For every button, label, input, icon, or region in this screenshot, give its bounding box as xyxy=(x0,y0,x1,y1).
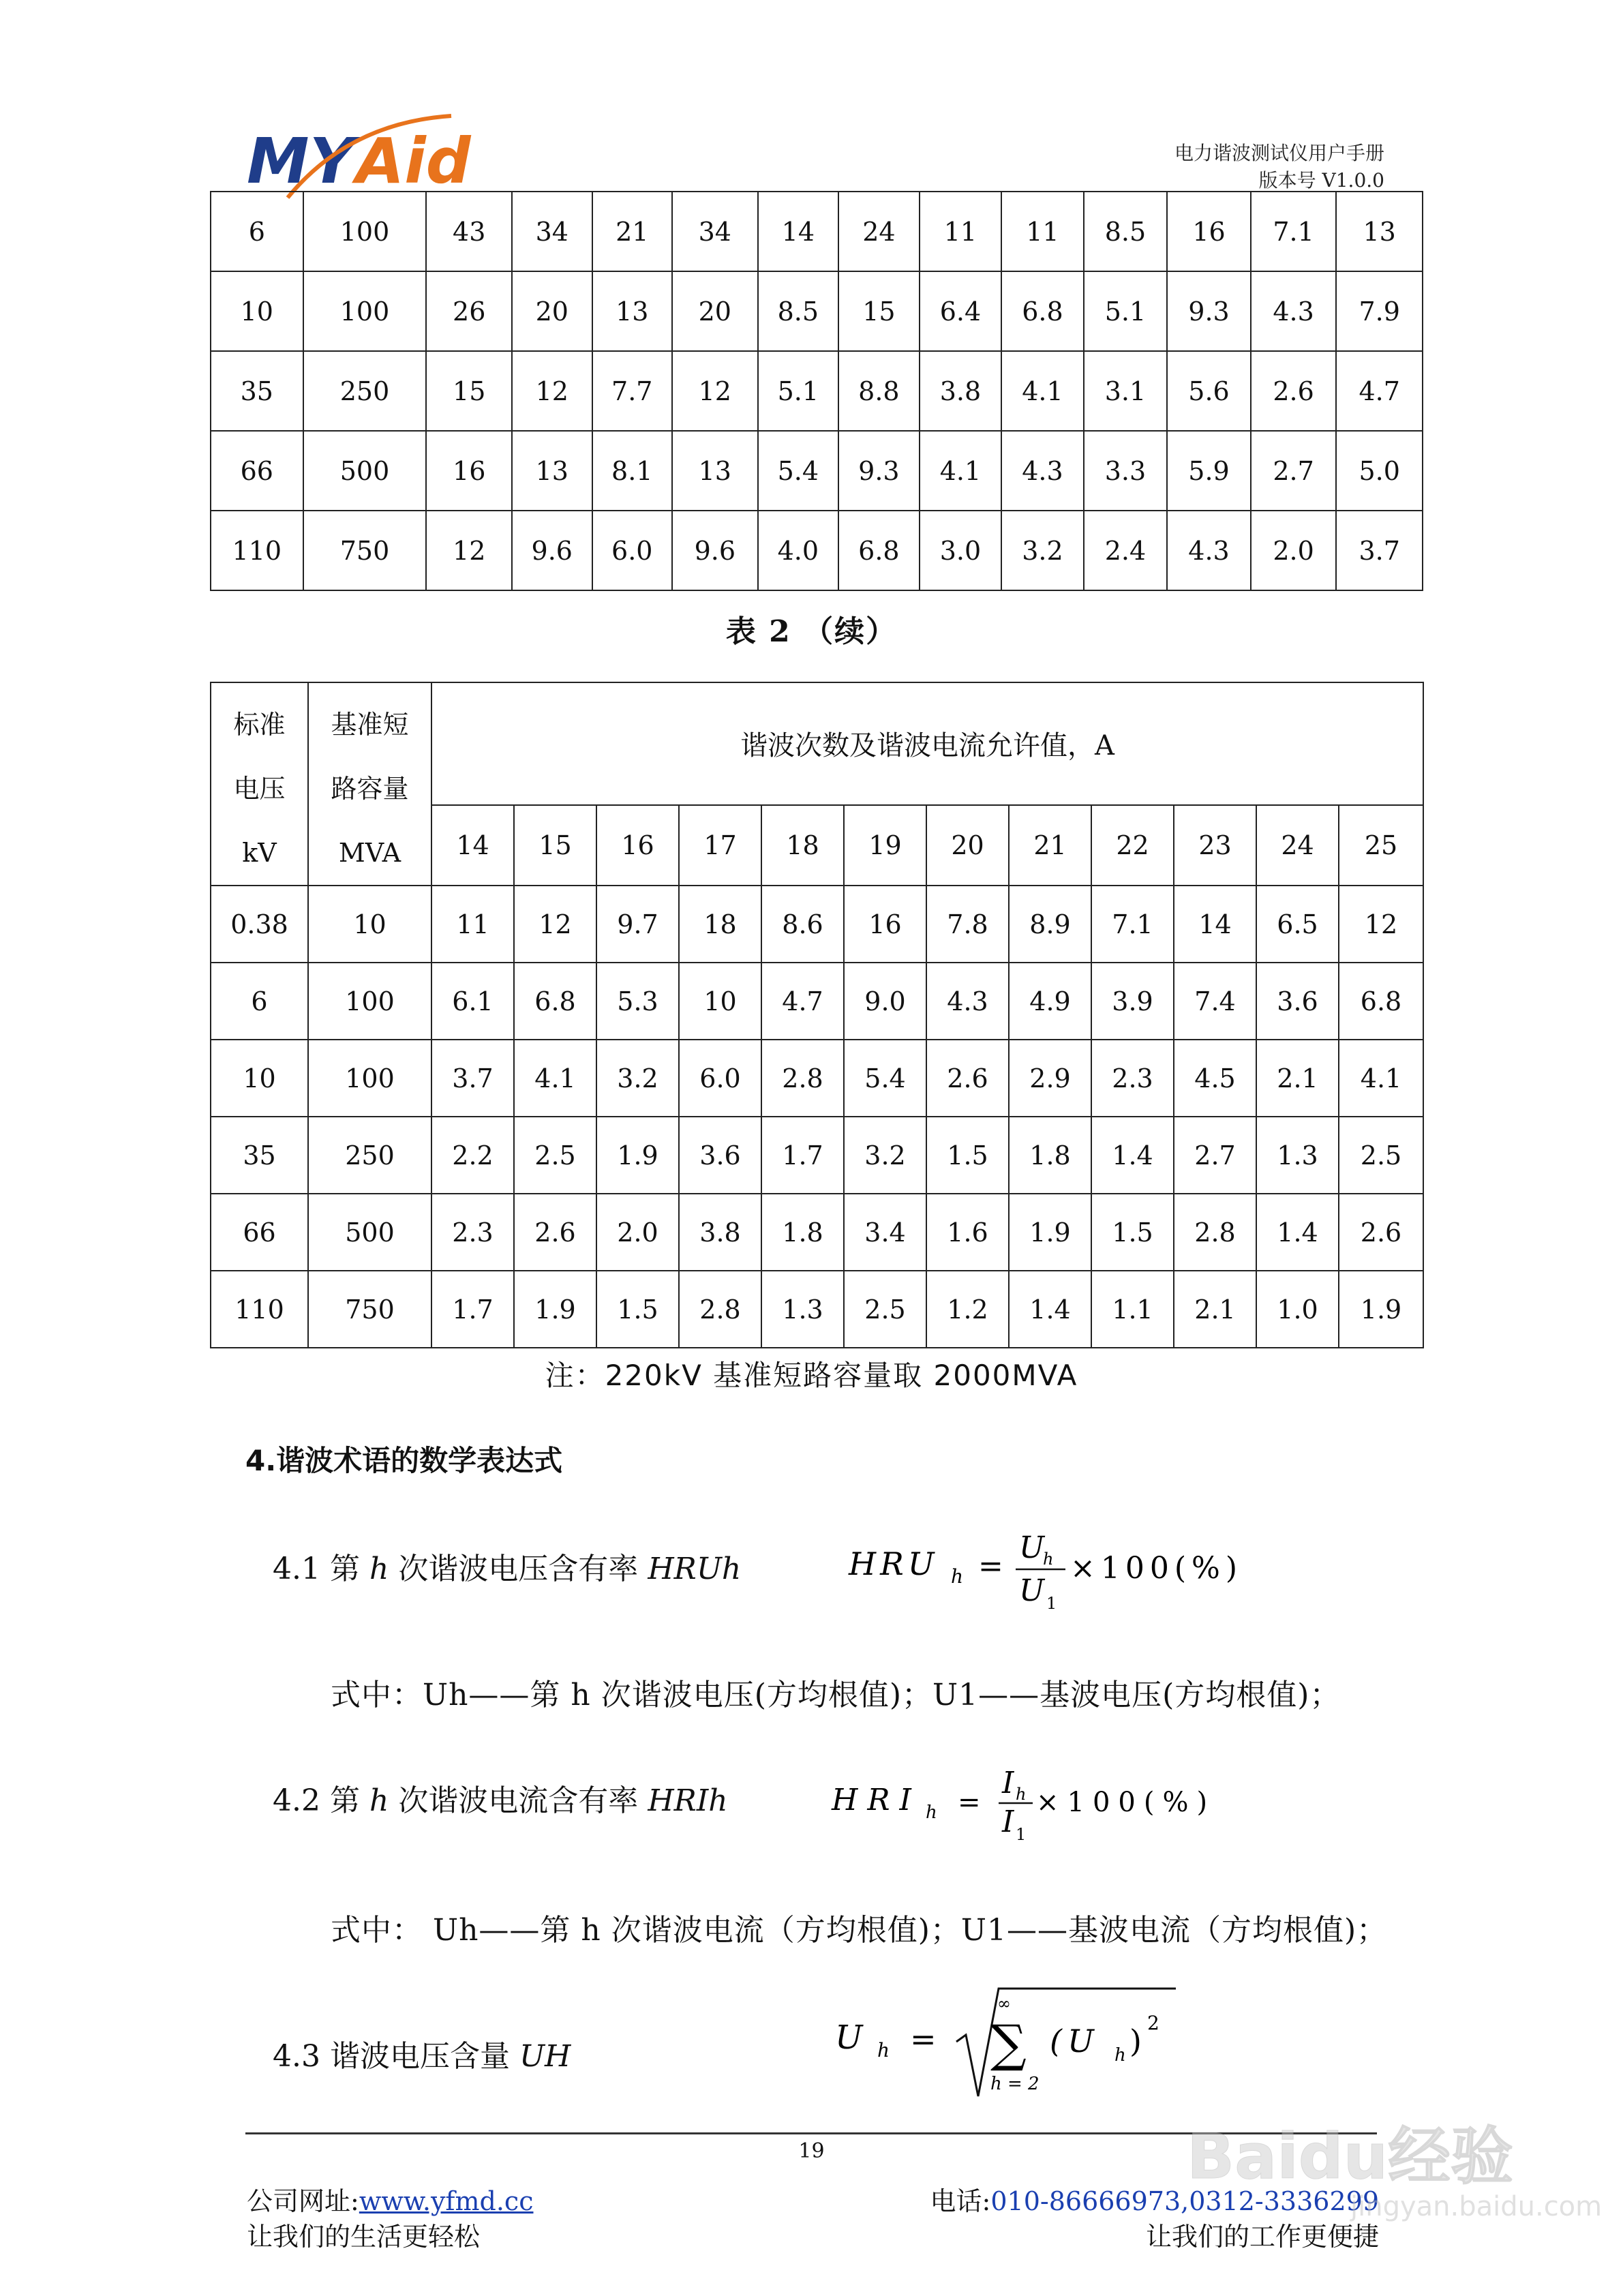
cell-value: 1.7 xyxy=(761,1117,844,1194)
svg-text:×100(%): ×100(%) xyxy=(1036,1787,1216,1818)
svg-text:Y: Y xyxy=(309,125,355,198)
cell-value: 34 xyxy=(512,192,592,271)
cell-value: 5.4 xyxy=(844,1040,926,1117)
cell-capacity: 100 xyxy=(308,963,431,1040)
table-row xyxy=(211,963,1423,1040)
cell-value: 1.4 xyxy=(1091,1117,1174,1194)
cell-value: 1.5 xyxy=(1091,1194,1174,1271)
cell-voltage: 66 xyxy=(211,431,303,511)
cell-capacity: 100 xyxy=(308,1040,431,1117)
cell-voltage: 110 xyxy=(211,511,303,590)
cell-value: 7.9 xyxy=(1336,271,1423,351)
version-label: 版本号 V1.0.0 xyxy=(1258,169,1384,192)
cell-value: 2.1 xyxy=(1174,1271,1256,1348)
svg-text:×100(%): ×100(%) xyxy=(1070,1551,1243,1586)
cell-value: 6.8 xyxy=(514,963,596,1040)
cell-value: 6.0 xyxy=(679,1040,761,1117)
svg-text:I: I xyxy=(1002,1804,1014,1839)
cell-value: 7.7 xyxy=(592,351,673,431)
cell-value: 20 xyxy=(512,271,592,351)
cell-value: 4.3 xyxy=(926,963,1009,1040)
cell-value: 4.3 xyxy=(1001,431,1084,511)
cell-value: 3.0 xyxy=(920,511,1002,590)
header-order-cell: 21 xyxy=(1009,805,1091,886)
cell-value: 6.8 xyxy=(1339,963,1423,1040)
svg-text:Aid: Aid xyxy=(356,125,471,198)
cell-value: 3.9 xyxy=(1091,963,1174,1040)
baidu-watermark xyxy=(1180,2113,1603,2222)
cell-value: 6.8 xyxy=(838,511,920,590)
svg-text:=: = xyxy=(910,2021,937,2057)
cell-value: 1.3 xyxy=(1256,1117,1339,1194)
cell-value: 12 xyxy=(426,511,512,590)
cell-value: 2.5 xyxy=(514,1117,596,1194)
footer-slogan-left: 让我们的生活更轻松 xyxy=(247,2222,481,2252)
cell-value: 8.1 xyxy=(592,431,673,511)
table-row xyxy=(211,192,1423,271)
svg-text:jingyan.baidu.com: jingyan.baidu.com xyxy=(1350,2191,1603,2222)
cell-value: 6.8 xyxy=(1001,271,1084,351)
harmonic-current-limit-table xyxy=(210,682,1424,1348)
svg-text:h: h xyxy=(877,2039,890,2061)
cell-value: 3.3 xyxy=(1084,431,1168,511)
table-row xyxy=(211,511,1423,590)
table-caption: 表 2 （续） xyxy=(725,614,898,649)
cell-value: 9.7 xyxy=(596,886,679,963)
item-4-3: 4.3 谐波电压含量 UH xyxy=(273,2039,571,2074)
cell-value: 9.6 xyxy=(512,511,592,590)
footer-website: 公司网址:www.yfmd.cc xyxy=(247,2186,534,2216)
svg-text:): ) xyxy=(1129,2023,1142,2059)
item-4-1-explanation: 式中：Uh——第 h 次谐波电压(方均根值)；U1——基波电压(方均根值)； xyxy=(331,1678,1341,1712)
svg-text:HRU: HRU xyxy=(849,1545,939,1582)
cell-voltage: 6 xyxy=(211,192,303,271)
cell-capacity: 750 xyxy=(303,511,427,590)
header-order-cell: 25 xyxy=(1339,805,1423,886)
footer-slogan-right: 让我们的工作更便捷 xyxy=(1145,2222,1379,2252)
cell-value: 4.3 xyxy=(1167,511,1251,590)
cell-value: 4.3 xyxy=(1251,271,1337,351)
cell-value: 5.1 xyxy=(758,351,839,431)
cell-value: 2.6 xyxy=(926,1040,1009,1117)
cell-value: 2.9 xyxy=(1009,1040,1091,1117)
header-order-cell: 23 xyxy=(1174,805,1256,886)
cell-voltage: 110 xyxy=(211,1271,308,1348)
cell-value: 4.1 xyxy=(1001,351,1084,431)
cell-value: 5.1 xyxy=(1084,271,1168,351)
svg-text:HRI: HRI xyxy=(832,1783,921,1817)
cell-value: 1.2 xyxy=(926,1271,1009,1348)
cell-value: 4.9 xyxy=(1009,963,1091,1040)
cell-value: 6.4 xyxy=(920,271,1002,351)
cell-value: 5.0 xyxy=(1336,431,1423,511)
header-order-cell: 14 xyxy=(431,805,514,886)
cell-value: 5.9 xyxy=(1167,431,1251,511)
cell-value: 3.7 xyxy=(1336,511,1423,590)
cell-value: 11 xyxy=(431,886,514,963)
table-row xyxy=(211,431,1423,511)
formula-hri xyxy=(832,1755,1254,1851)
header-order-cell: 17 xyxy=(679,805,761,886)
cell-value: 3.7 xyxy=(431,1040,514,1117)
table-row xyxy=(211,1271,1423,1348)
cell-value: 2.3 xyxy=(431,1194,514,1271)
svg-text:h: h xyxy=(1114,2045,1126,2066)
cell-value: 2.6 xyxy=(1251,351,1337,431)
header-order-cell: 24 xyxy=(1256,805,1339,886)
header-standard-voltage: 标准 电压 kV xyxy=(211,682,308,886)
formula-hru xyxy=(849,1520,1271,1616)
cell-value: 7.8 xyxy=(926,886,1009,963)
svg-text:h = 2: h = 2 xyxy=(990,2074,1040,2094)
svg-text:1: 1 xyxy=(1016,1825,1027,1844)
cell-value: 7.1 xyxy=(1251,192,1337,271)
cell-value: 1.9 xyxy=(596,1117,679,1194)
cell-value: 1.9 xyxy=(514,1271,596,1348)
cell-voltage: 0.38 xyxy=(211,886,308,963)
cell-capacity: 750 xyxy=(308,1271,431,1348)
cell-value: 1.0 xyxy=(1256,1271,1339,1348)
cell-value: 14 xyxy=(1174,886,1256,963)
table-row xyxy=(211,271,1423,351)
cell-value: 6.1 xyxy=(431,963,514,1040)
cell-value: 6.0 xyxy=(592,511,673,590)
cell-value: 1.9 xyxy=(1339,1271,1423,1348)
cell-value: 1.5 xyxy=(596,1271,679,1348)
item-4-2-explanation: 式中： Uh——第 h 次谐波电流（方均根值)；U1——基波电流（方均根值)； xyxy=(331,1913,1388,1948)
cell-value: 11 xyxy=(920,192,1002,271)
cell-value: 26 xyxy=(426,271,512,351)
harmonic-table-continued-top xyxy=(210,191,1423,591)
cell-voltage: 35 xyxy=(211,1117,308,1194)
cell-value: 1.8 xyxy=(1009,1117,1091,1194)
cell-value: 3.8 xyxy=(679,1194,761,1271)
svg-text:1: 1 xyxy=(1046,1594,1057,1613)
table-row xyxy=(211,1040,1423,1117)
formula-uh xyxy=(835,1980,1189,2110)
cell-value: 2.4 xyxy=(1084,511,1168,590)
cell-value: 4.1 xyxy=(1339,1040,1423,1117)
cell-voltage: 35 xyxy=(211,351,303,431)
svg-text:U: U xyxy=(835,2019,863,2057)
cell-value: 2.3 xyxy=(1091,1040,1174,1117)
svg-text:∑: ∑ xyxy=(990,2014,1027,2073)
svg-text:h: h xyxy=(1016,1785,1027,1804)
cell-value: 2.1 xyxy=(1256,1040,1339,1117)
cell-value: 4.5 xyxy=(1174,1040,1256,1117)
cell-value: 4.1 xyxy=(920,431,1002,511)
svg-text:I: I xyxy=(1002,1766,1014,1800)
cell-capacity: 500 xyxy=(303,431,427,511)
svg-text:U: U xyxy=(1019,1573,1045,1608)
cell-value: 8.8 xyxy=(838,351,920,431)
cell-value: 2.8 xyxy=(1174,1194,1256,1271)
svg-text:h: h xyxy=(926,1802,937,1823)
cell-value: 7.4 xyxy=(1174,963,1256,1040)
table-note: 注：220kV 基准短路容量取 2000MVA xyxy=(545,1359,1078,1392)
cell-capacity: 10 xyxy=(308,886,431,963)
header-order-cell: 15 xyxy=(514,805,596,886)
cell-value: 2.7 xyxy=(1174,1117,1256,1194)
table-row xyxy=(211,351,1423,431)
header-order-cell: 22 xyxy=(1091,805,1174,886)
cell-value: 3.8 xyxy=(920,351,1002,431)
cell-value: 6.5 xyxy=(1256,886,1339,963)
cell-value: 1.5 xyxy=(926,1117,1009,1194)
cell-value: 10 xyxy=(679,963,761,1040)
cell-value: 1.4 xyxy=(1256,1194,1339,1271)
cell-value: 12 xyxy=(1339,886,1423,963)
document-header xyxy=(1174,140,1384,194)
cell-value: 2.6 xyxy=(1339,1194,1423,1271)
svg-text:U: U xyxy=(1019,1530,1045,1565)
cell-value: 1.6 xyxy=(926,1194,1009,1271)
cell-value: 13 xyxy=(592,271,673,351)
svg-text:h: h xyxy=(1043,1550,1054,1569)
cell-value: 1.1 xyxy=(1091,1271,1174,1348)
cell-value: 3.2 xyxy=(844,1117,926,1194)
cell-value: 1.3 xyxy=(761,1271,844,1348)
svg-text:2: 2 xyxy=(1147,2012,1159,2034)
cell-value: 4.0 xyxy=(758,511,839,590)
header-order-cell: 16 xyxy=(596,805,679,886)
cell-value: 16 xyxy=(426,431,512,511)
svg-text:Baidu经验: Baidu经验 xyxy=(1187,2120,1514,2193)
cell-value: 8.9 xyxy=(1009,886,1091,963)
svg-text:M: M xyxy=(247,125,309,198)
table-row xyxy=(211,886,1423,963)
cell-voltage: 10 xyxy=(211,271,303,351)
cell-value: 43 xyxy=(426,192,512,271)
cell-value: 4.7 xyxy=(761,963,844,1040)
cell-capacity: 250 xyxy=(308,1117,431,1194)
table-row xyxy=(211,1194,1423,1271)
cell-value: 5.4 xyxy=(758,431,839,511)
cell-value: 9.6 xyxy=(672,511,758,590)
cell-value: 1.9 xyxy=(1009,1194,1091,1271)
cell-capacity: 250 xyxy=(303,351,427,431)
cell-capacity: 100 xyxy=(303,271,427,351)
cell-value: 2.0 xyxy=(1251,511,1337,590)
cell-value: 21 xyxy=(592,192,673,271)
cell-value: 16 xyxy=(1167,192,1251,271)
cell-value: 8.6 xyxy=(761,886,844,963)
cell-value: 1.4 xyxy=(1009,1271,1091,1348)
svg-text:(U: (U xyxy=(1050,2023,1099,2059)
cell-voltage: 6 xyxy=(211,963,308,1040)
cell-value: 3.2 xyxy=(1001,511,1084,590)
header-order-cell: 18 xyxy=(761,805,844,886)
cell-value: 5.6 xyxy=(1167,351,1251,431)
cell-value: 2.8 xyxy=(679,1271,761,1348)
cell-value: 2.5 xyxy=(1339,1117,1423,1194)
cell-value: 20 xyxy=(672,271,758,351)
table-row xyxy=(211,1117,1423,1194)
section-heading: 4.谐波术语的数学表达式 xyxy=(245,1444,563,1477)
cell-value: 1.7 xyxy=(431,1271,514,1348)
cell-value: 14 xyxy=(758,192,839,271)
cell-value: 7.1 xyxy=(1091,886,1174,963)
cell-voltage: 66 xyxy=(211,1194,308,1271)
cell-value: 16 xyxy=(844,886,926,963)
cell-value: 1.8 xyxy=(761,1194,844,1271)
cell-value: 8.5 xyxy=(1084,192,1168,271)
header-order-cell: 19 xyxy=(844,805,926,886)
item-4-1: 4.1 第 h 次谐波电压含有率 HRUh xyxy=(273,1552,742,1586)
cell-value: 15 xyxy=(426,351,512,431)
cell-value: 3.1 xyxy=(1084,351,1168,431)
svg-text:=: = xyxy=(958,1787,981,1818)
cell-value: 4.1 xyxy=(514,1040,596,1117)
cell-value: 34 xyxy=(672,192,758,271)
cell-value: 3.6 xyxy=(1256,963,1339,1040)
cell-value: 15 xyxy=(838,271,920,351)
header-short-circuit-capacity: 基准短 路容量 MVA xyxy=(308,682,431,886)
cell-value: 2.7 xyxy=(1251,431,1337,511)
cell-capacity: 500 xyxy=(308,1194,431,1271)
cell-value: 2.8 xyxy=(761,1040,844,1117)
svg-text:=: = xyxy=(978,1549,1003,1584)
cell-value: 3.2 xyxy=(596,1040,679,1117)
cell-value: 5.3 xyxy=(596,963,679,1040)
website-link[interactable]: www.yfmd.cc xyxy=(359,2186,534,2216)
cell-value: 13 xyxy=(512,431,592,511)
footer-phone: 电话:010-86666973,0312-3336299 xyxy=(930,2186,1379,2216)
cell-value: 2.0 xyxy=(596,1194,679,1271)
cell-value: 2.5 xyxy=(844,1271,926,1348)
header-harmonic-orders: 谐波次数及谐波电流允许值，A xyxy=(431,682,1423,805)
header-order-cell: 20 xyxy=(926,805,1009,886)
cell-value: 2.6 xyxy=(514,1194,596,1271)
cell-value: 12 xyxy=(512,351,592,431)
cell-value: 9.0 xyxy=(844,963,926,1040)
svg-text:∞: ∞ xyxy=(997,1994,1011,2013)
cell-value: 3.6 xyxy=(679,1117,761,1194)
cell-value: 24 xyxy=(838,192,920,271)
cell-value: 13 xyxy=(1336,192,1423,271)
cell-capacity: 100 xyxy=(303,192,427,271)
cell-value: 3.4 xyxy=(844,1194,926,1271)
cell-value: 12 xyxy=(672,351,758,431)
cell-value: 9.3 xyxy=(1167,271,1251,351)
item-4-2: 4.2 第 h 次谐波电流含有率 HRIh xyxy=(273,1783,728,1818)
cell-value: 2.2 xyxy=(431,1117,514,1194)
page-number: 19 xyxy=(798,2139,825,2163)
svg-text:h: h xyxy=(951,1565,964,1588)
cell-value: 11 xyxy=(1001,192,1084,271)
cell-value: 13 xyxy=(672,431,758,511)
myaid-logo xyxy=(247,109,479,205)
cell-value: 9.3 xyxy=(838,431,920,511)
cell-value: 8.5 xyxy=(758,271,839,351)
cell-value: 18 xyxy=(679,886,761,963)
manual-title: 电力谐波测试仪用户手册 xyxy=(1174,142,1384,164)
cell-voltage: 10 xyxy=(211,1040,308,1117)
cell-value: 4.7 xyxy=(1336,351,1423,431)
cell-value: 12 xyxy=(514,886,596,963)
